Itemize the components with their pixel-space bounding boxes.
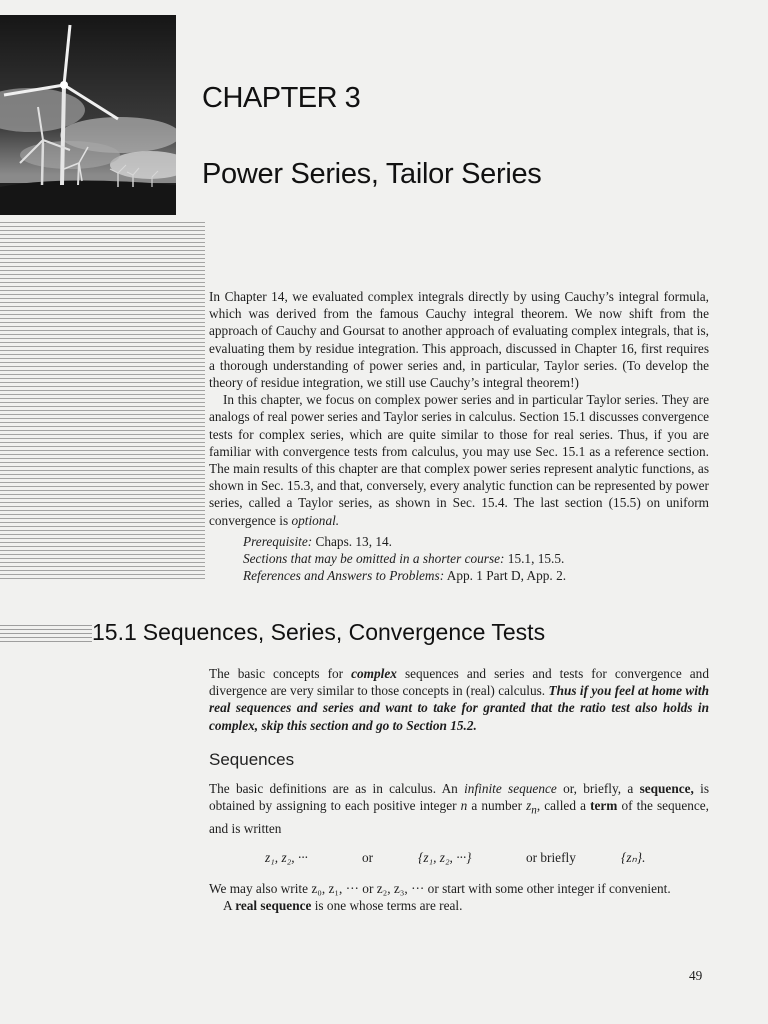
intro-paragraph-1: In Chapter 14, we evaluated complex integrals directly by using Cauchy’s integral formula, which was derived from the famous Cauchy integral theorem. We now shift from the approach of Cauchy and Goursat to another approach of evaluating complex integrals, that is, evaluating them by residue integration. This approach, discussed in Chapter 16, first requires a thorough understanding of power series and, in particular, Taylor series. (To develop the theory of residue integration, we still use Cauchy’s integral theorem!) — [209, 289, 709, 391]
wind-turbine-image — [0, 15, 176, 215]
var-z: z — [526, 798, 532, 814]
prerequisite-line — [243, 533, 703, 550]
formula-set-text: {z₁, z₂, ···} — [418, 850, 472, 865]
references-line — [243, 567, 703, 584]
section-stripes — [0, 625, 92, 645]
section-title: Sequences, Series, Convergence Tests — [142, 619, 546, 645]
real-sequence-paragraph — [209, 897, 709, 914]
seq-text-10: , called a — [536, 798, 586, 814]
alternate-indexing-paragraph: We may also write z₀, z₁, ··· or z₂, z₃, ··· or start with some other integer if convenient. — [209, 881, 671, 896]
sequences-definition — [209, 780, 709, 837]
seq-text-3: or, briefly, a — [563, 781, 634, 796]
formula-or-briefly: or briefly — [526, 850, 576, 865]
prerequisite-value: Chaps. 13, 14. — [315, 534, 392, 549]
sequences-continued — [209, 880, 709, 914]
section-intro-text-c: sequences and series and tests for convergence and divergence are very similar to those concepts in (real) calculus. — [209, 666, 709, 699]
seq-text-12: of the sequence, and is written — [209, 798, 710, 837]
seq-text-1: The basic definitions are as in calculus. An — [209, 781, 458, 796]
var-z-subscript: n — [531, 804, 537, 817]
omit-sections-line — [243, 550, 703, 567]
references-label: References and Answers to Problems: — [243, 568, 445, 583]
chapter-title: Power Series, Tailor Series — [202, 158, 542, 190]
section-intro-paragraph — [209, 665, 709, 734]
prerequisite-label: Prerequisite: — [243, 534, 313, 549]
intro-paragraph-2-text: In this chapter, we focus on complex power series and in particular Taylor series. They are analogs of real power series and Taylor series in calculus. Section 15.1 discusses convergence tests for complex series, which are quite similar to those for real series. Thus, if you are familiar with convergence tests from calculus, you may use Sec. 15.1 as a reference section. The main results of this chapter are that complex power series represent analytic functions, as shown in Sec. 15.3, and that, conversely, every analytic function can be represented by power series, called a Taylor series, as shown in Sec. 15.4. The last section (15.5) on uniform convergence is — [209, 392, 709, 528]
references-value: App. 1 Part D, App. 2. — [446, 568, 567, 583]
seq-text-7: a number — [471, 798, 522, 814]
section-intro — [209, 665, 709, 734]
real-seq-text-a: A — [223, 898, 232, 914]
omit-sections-label: Sections that may be omitted in a shorter course: — [243, 551, 505, 566]
formula-sequence-text: z₁, z₂, ··· — [265, 850, 308, 865]
section-number: 15.1 — [92, 619, 137, 645]
real-seq-text-c: is one whose terms are real. — [314, 898, 463, 914]
formula-or: or — [362, 850, 374, 865]
optional-emphasis: optional. — [291, 512, 340, 528]
var-n: n — [460, 798, 468, 814]
sequences-heading: Sequences — [209, 750, 295, 769]
chapter-intro — [209, 288, 709, 529]
infinite-sequence-term: infinite sequence — [464, 781, 557, 796]
skip-advice: Thus if you feel at home with real sequences and series and want to take for granted that the ratio test also holds in complex, skip this section and go to Section 15.2. — [209, 683, 710, 733]
formula-brief — [621, 850, 645, 866]
decorative-stripes — [0, 222, 205, 582]
real-sequence-term: real sequence — [235, 898, 312, 914]
prerequisites-block — [243, 533, 703, 584]
page-number: 49 — [689, 968, 703, 983]
seq-text-5: is obtained by assigning to each positive integer — [209, 781, 710, 814]
chapter-label: CHAPTER 3 — [202, 82, 361, 114]
sequence-term: sequence, — [639, 781, 694, 796]
section-intro-text-a: The basic concepts for — [209, 666, 344, 681]
complex-emphasis: complex — [351, 666, 397, 681]
section-heading — [92, 619, 545, 646]
wind-turbine-photo — [0, 15, 176, 215]
omit-sections-value: 15.1, 15.5. — [507, 551, 565, 566]
formula-brief-text: {zₙ}. — [621, 850, 646, 865]
formula-sequence — [265, 850, 308, 866]
intro-paragraph-2 — [209, 391, 709, 529]
formula-set — [418, 850, 472, 866]
sequences-paragraph — [209, 780, 709, 837]
term-keyword: term — [590, 798, 618, 814]
